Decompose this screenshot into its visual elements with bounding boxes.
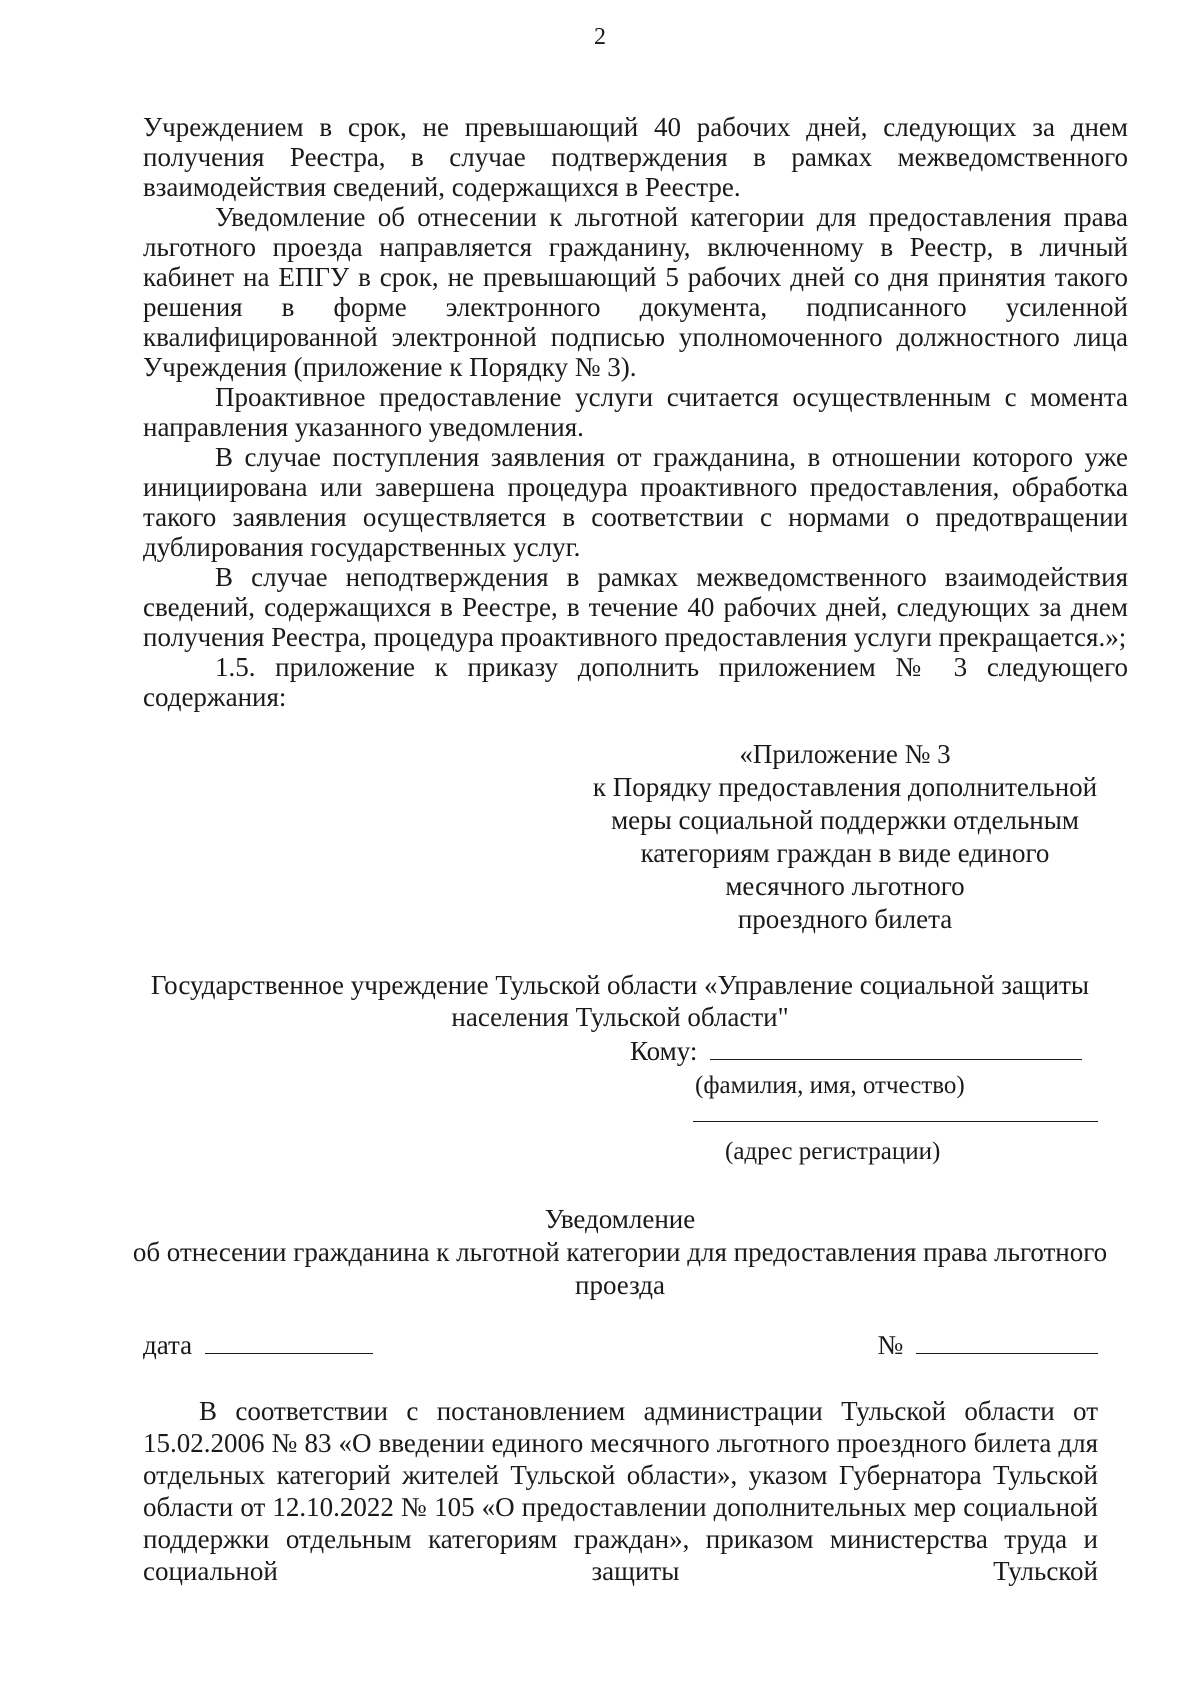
paragraph-notification: Уведомление об отнесении к льготной категории для предоставления права льготного проезда направляется гражданину, включенному в Реестр, в личный кабинет на ЕПГУ в срок, не превышающий 5 рабочих дней со дня принятия такого решения в форме электронного документа, подписанного усиленной квалифицированной электронной подписью уполномоченного должностного лица Учреждения (приложение к Порядку № 3). <box>143 202 1128 382</box>
recipient-address-blank <box>693 1120 1098 1122</box>
paragraph-appendix-amendment: 1.5. приложение к приказу дополнить приложением № 3 следующего содержания: <box>143 652 1128 712</box>
body-text <box>143 112 1128 712</box>
paragraph-duplicate-application: В случае поступления заявления от гражданина, в отношении которого уже инициирована или завершена процедура проактивного предоставления, обработка такого заявления осуществляется в соответствии с нормами о предотвращении дублирования государственных услуг. <box>143 442 1128 562</box>
date-blank <box>205 1331 373 1354</box>
appendix-header-line: проездного билета <box>737 904 953 934</box>
institution-name: Государственное учреждение Тульской области «Управление социальной защиты населения Тульской области" <box>150 970 1090 1032</box>
recipient-to-label: Кому: <box>630 1036 698 1066</box>
number-blank <box>916 1331 1098 1354</box>
recipient-name-blank <box>710 1037 1082 1060</box>
paragraph-continuation: Учреждением в срок, не превышающий 40 рабочих дней, следующих за днем получения Реестра, в случае подтверждения в рамках межведомственного взаимодействия сведений, содержащихся в Реестре. <box>143 112 1128 202</box>
paragraph-proactive: Проактивное предоставление услуги считается осуществленным с момента направления указанного уведомления. <box>143 382 1128 442</box>
paragraph-non-confirmation: В случае неподтверждения в рамках межведомственного взаимодействия сведений, содержащихся в Реестре, в течение 40 рабочих дней, следующих за днем получения Реестра, процедура проактивного предоставления услуги прекращается.»; <box>143 562 1128 652</box>
notice-title: Уведомление <box>544 1204 696 1234</box>
recipient-to-row <box>630 1036 1082 1067</box>
number-label: № <box>877 1330 904 1360</box>
appendix-header-line: категориям граждан в виде единого <box>640 838 1050 868</box>
paragraph-legal-basis: В соответствии с постановлением администрации Тульской области от 15.02.2006 № 83 «О введении единого месячного льготного проездного билета для отдельных категорий жителей Тульской области», указом Губернатора Тульской области от 12.10.2022 № 105 «О предоставлении дополнительных мер социальной поддержки отдельным категориям граждан», приказом министерства труда и социальной защиты Тульской <box>143 1396 1098 1586</box>
appendix-header-line: к Порядку предоставления дополнительной <box>592 772 1098 802</box>
recipient-name-caption: (фамилия, имя, отчество) <box>695 1072 965 1099</box>
appendix-header-line: месячного льготного <box>725 871 965 901</box>
date-number-row <box>143 1330 1098 1361</box>
appendix-header-line: «Приложение № 3 <box>739 739 951 769</box>
notice-title-block <box>100 1203 1140 1302</box>
notice-subtitle: об отнесении гражданина к льготной категории для предоставления права льготного проезда <box>132 1237 1108 1300</box>
recipient-address-caption: (адрес регистрации) <box>725 1138 941 1165</box>
appendix-header <box>560 738 1130 936</box>
final-text <box>143 1395 1098 1587</box>
page-number: 2 <box>594 24 606 50</box>
appendix-header-line: меры социальной поддержки отдельным <box>611 805 1079 835</box>
date-label: дата <box>143 1330 193 1360</box>
